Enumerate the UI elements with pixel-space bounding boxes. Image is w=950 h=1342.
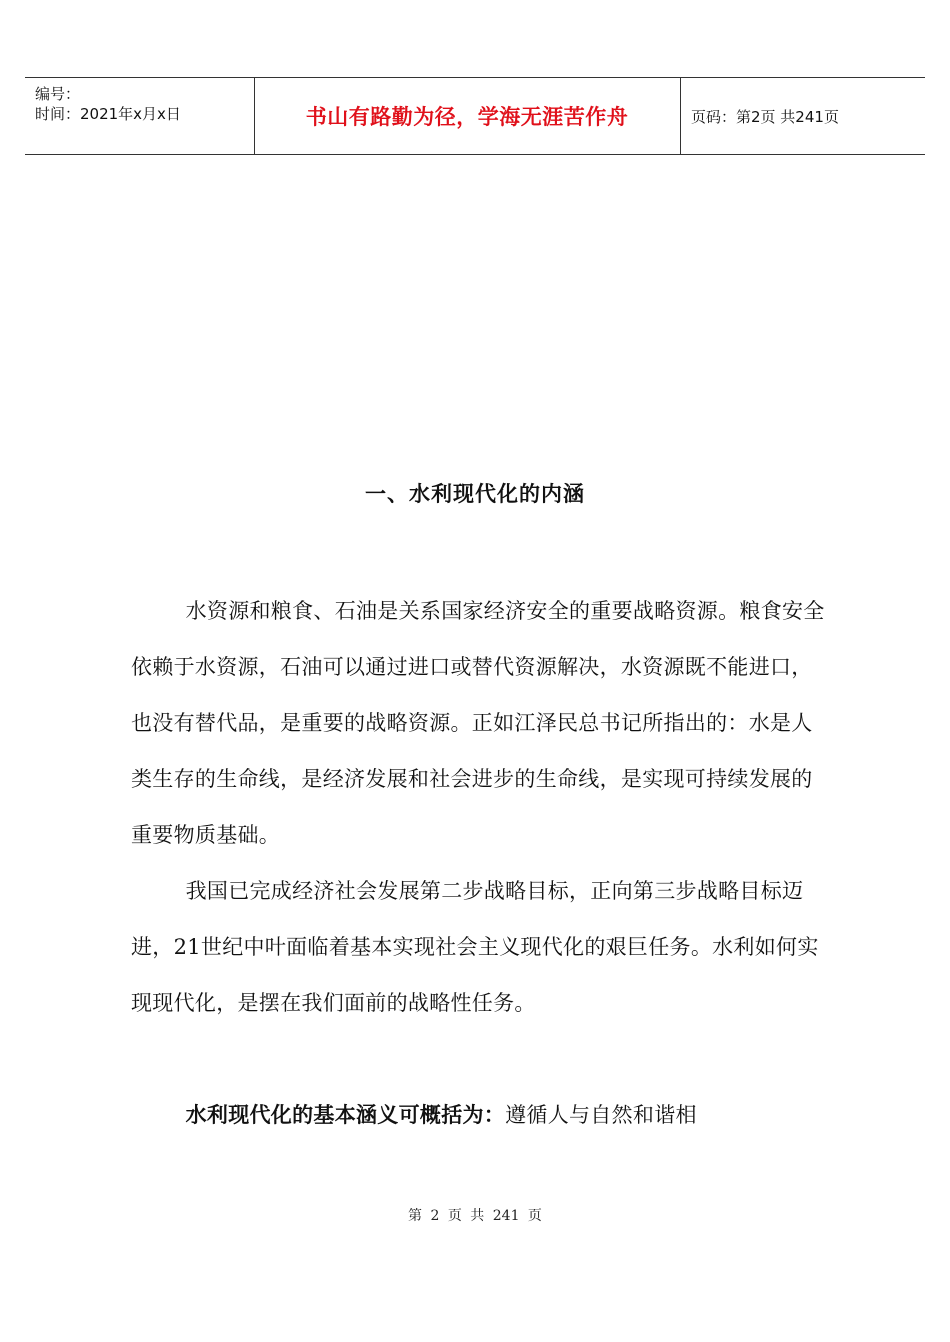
number-label: 编号： <box>35 85 81 103</box>
date-label: 时间：2021年x月x日 <box>35 105 181 123</box>
paragraph-3 <box>131 1087 831 1143</box>
paragraph-text <box>131 1087 831 1143</box>
header-motto: 书山有路勤为径，学海无涯苦作舟 <box>305 105 629 129</box>
paragraph-continuation: 遵循人与自然和谐相 <box>505 1103 697 1127</box>
section-title: 一、水利现代化的内涵 <box>365 482 585 506</box>
paragraph-1 <box>131 583 831 863</box>
page-footer: 第 2 页 共 241 页 <box>408 1208 542 1224</box>
paragraph-text: 我国已完成经济社会发展第二步战略目标，正向第三步战略目标迈进，21世纪中叶面临着基本实现社会主义现代化的艰巨任务。水利如何实现现代化，是摆在我们面前的战略性任务。 <box>131 879 819 1015</box>
header-divider <box>680 78 681 154</box>
header-page-info: 页码：第2页 共241页 <box>691 107 839 126</box>
paragraph-text: 水资源和粮食、石油是关系国家经济安全的重要战略资源。粮食安全依赖于水资源，石油可以通过进口或替代资源解决，水资源既不能进口，也没有替代品，是重要的战略资源。正如江泽民总书记所指出的：水是人类生存的生命线，是经济发展和社会进步的生命线，是实现可持续发展的重要物质基础。 <box>131 599 825 847</box>
document-header <box>25 77 925 155</box>
paragraph-2 <box>131 863 831 1031</box>
header-meta <box>35 84 181 124</box>
paragraph-bold-lead: 水利现代化的基本涵义可概括为： <box>185 1103 506 1127</box>
